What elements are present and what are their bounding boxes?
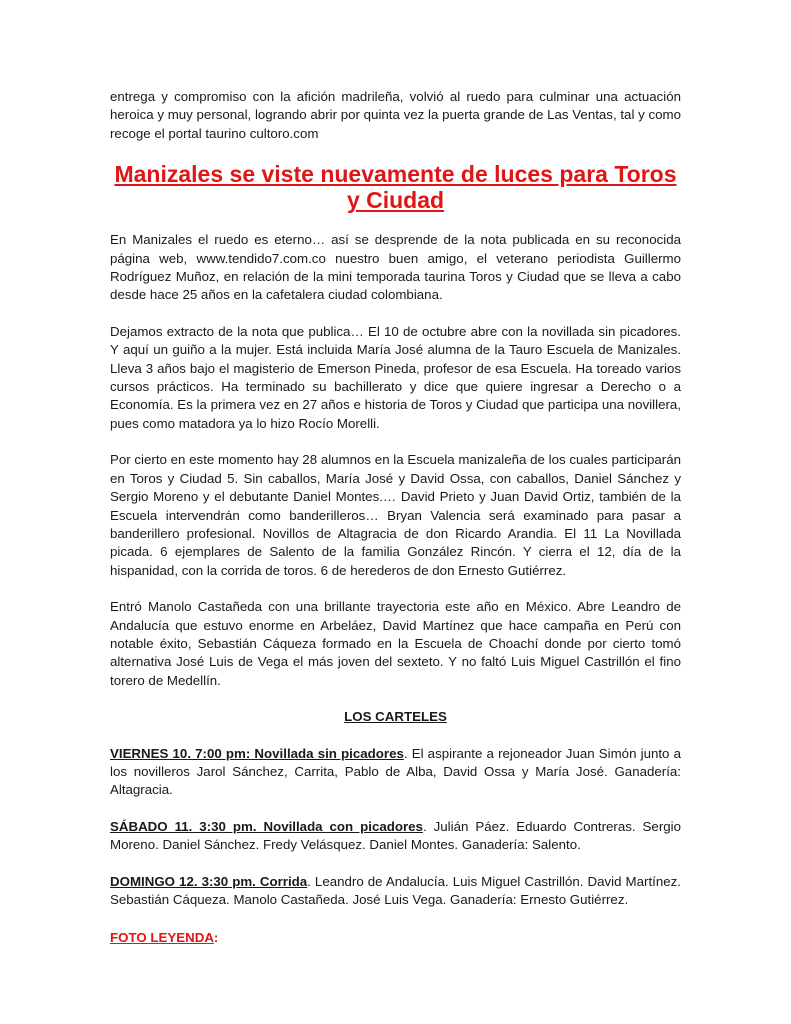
- article-headline: Manizales se viste nuevamente de luces para Toros y Ciudad: [114, 161, 677, 214]
- section-title-carteles: LOS CARTELES: [344, 709, 447, 725]
- cartel-sabado-lead: SÁBADO 11. 3:30 pm. Novillada con picadores: [110, 818, 423, 834]
- foto-leyenda-label: FOTO LEYENDA: [110, 930, 214, 946]
- paragraph-toreros: Entró Manolo Castañeda con una brillante trayectoria este año en México. Abre Leandro de Andalucía que estuvo enorme en Arbeláez, David Martínez que hace campaña en Perú con notable éxito, Sebastián Cáqueza formado en la Escuela de Choachí donde por cierto tomó alternativa José Luis de Vega el más joven del sexteto. Y no faltó Luis Miguel Castrillón el fino torero de Medellín.: [110, 599, 681, 688]
- paragraph-alumnos: Por cierto en este momento hay 28 alumnos en la Escuela manizaleña de los cuales participarán en Toros y Ciudad 5. Sin caballos, María José y David Ossa, con caballos, Daniel Sánchez y Sergio Moreno y el debutante Daniel Montes.… David Prieto y Juan David Ortiz, también de la Escuela intervendrán como banderilleros… Bryan Valencia será examinado para pasar a banderillero profesional. Novillos de Altagracia de don Ricardo Arandia. El 11 La Novillada picada. 6 ejemplares de Salento de la familia González Rincón. Y cierra el 12, día de la hispanidad, con la corrida de toros. 6 de herederos de don Ernesto Gutiérrez.: [110, 452, 681, 578]
- intro-paragraph: entrega y compromiso con la afición madrileña, volvió al ruedo para culminar una actuación heroica y muy personal, logrando abrir por quinta vez la puerta grande de Las Ventas, tal y como recoge el portal taurino cultoro.com: [110, 89, 681, 141]
- cartel-sabado-detail: . Julián Páez. Eduardo Contreras. Sergio Moreno. Daniel Sánchez. Fredy Velásquez. Daniel Montes. Ganadería: Salento.: [110, 818, 681, 853]
- cartel-viernes-lead: VIERNES 10. 7:00 pm: Novillada sin picadores: [110, 745, 404, 761]
- paragraph-web-note: En Manizales el ruedo es eterno… así se desprende de la nota publicada en su reconocida página web, www.tendido7.com.co nuestro buen amigo, el veterano periodista Guillermo Rodríguez Muñoz, en relación de la mini temporada taurina Toros y Ciudad que se lleva a cabo desde hace 25 años en la cafetalera ciudad colombiana.: [110, 232, 681, 303]
- cartel-sabado: [110, 818, 681, 855]
- cartel-domingo: [110, 873, 681, 910]
- cartel-domingo-lead: DOMINGO 12. 3:30 pm. Corrida: [110, 873, 308, 889]
- foto-leyenda: [110, 929, 681, 947]
- paragraph-extract: Dejamos extracto de la nota que publica… El 10 de octubre abre con la novillada sin picadores. Y aquí un guiño a la mujer. Está incluida María José alumna de la Tauro Escuela de Manizales. Lleva 3 años bajo el magisterio de Emerson Pineda, profesor de esa Escuela. Ha toreado varios cursos prácticos. Ha terminado su bachillerato y dice que quiere ingresar a Derecho o a Economía. Es la primera vez en 27 años e historia de Toros y Ciudad que participa una novillera, pues como matadora ya lo hizo Rocío Morelli.: [110, 323, 681, 431]
- cartel-viernes: [110, 745, 681, 800]
- cartel-viernes-detail: . El aspirante a rejoneador Juan Simón junto a los novilleros Jarol Sánchez, Carrita, Pablo de Alba, David Ossa y María José. Ganadería: Altagracia.: [110, 745, 681, 798]
- foto-leyenda-colon: :: [213, 930, 219, 946]
- cartel-domingo-detail: . Leandro de Andalucía. Luis Miguel Castrillón. David Martínez. Sebastián Cáqueza. Manolo Castañeda. José Luis Vega. Ganadería: Ernesto Gutiérrez.: [110, 873, 681, 907]
